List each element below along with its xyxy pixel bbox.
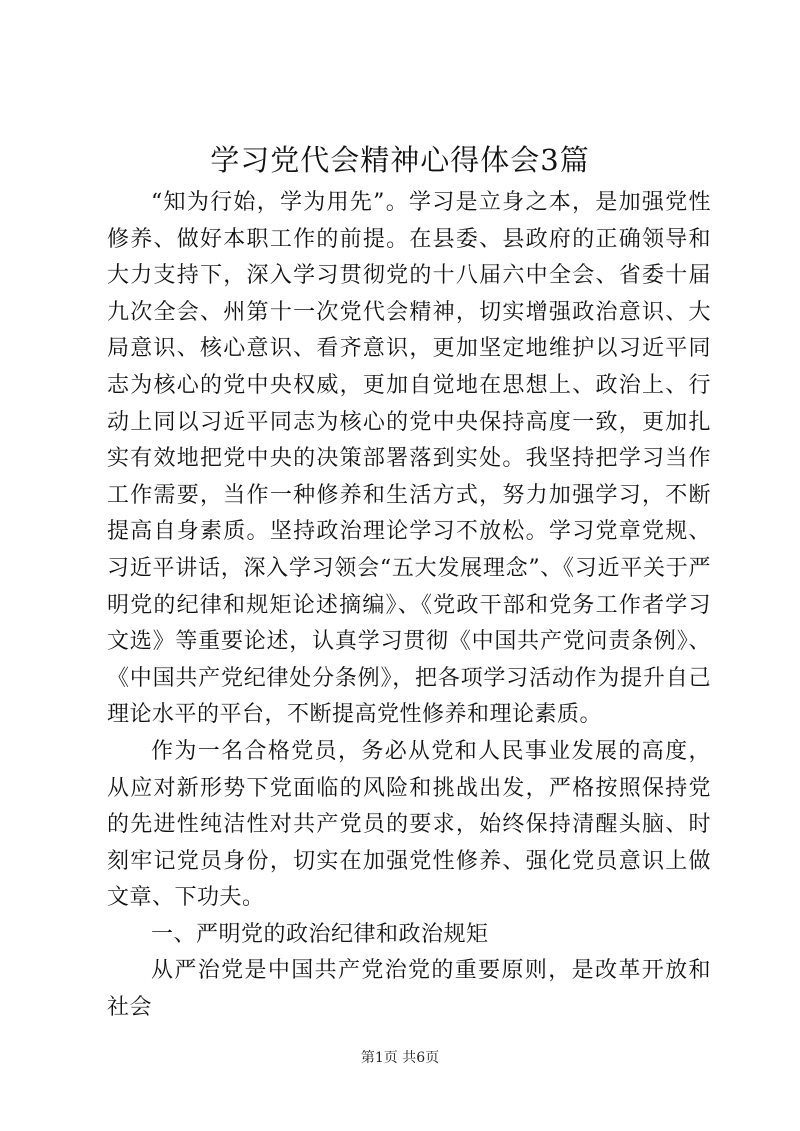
paragraph-1: “知为行始，学为用先”。学习是立身之本，是加强党性修养、做好本职工作的前提。在县委、县政府的正确领导和大力支持下，深入学习贯彻党的十八届六中全会、省委十届九次全会、州第十一次党代会精神，切实增强政治意识、大局意识、核心意识、看齐意识，更加坚定地维护以习近平同志为核心的党中央权威，更加自觉地在思想上、政治上、行动上同以习近平同志为核心的党中央保持高度一致，更加扎实有效地把党中央的决策部署落到实处。我坚持把学习当作工作需要，当作一种修养和生活方式，努力加强学习，不断提高自身素质。坚持政治理论学习不放松。学习党章党规、习近平讲话，深入学习领会“五大发展理念”、《习近平关于严明党的纪律和规矩论述摘编》、《党政干部和党务工作者学习文选》等重要论述，认真学习贯彻《中国共产党问责条例》、《中国共产党纪律处分条例》，把各项学习活动作为提升自己理论水平的平台，不断提高党性修养和理论素质。: [107, 190, 711, 728]
paragraph-2: 作为一名合格党员，务必从党和人民事业发展的高度，从应对新形势下党面临的风险和挑战出发，严格按照保持党的先进性纯洁性对共产党员的要求，始终保持清醒头脑、时刻牢记党员身份，切实在加强党性修养、强化党员意识上做文章、下功夫。: [107, 738, 711, 911]
section-heading-1: 一、严明党的政治纪律和政治规矩: [151, 921, 489, 947]
paragraph-3: 从严治党是中国共产党治党的重要原则，是改革开放和社会: [107, 958, 711, 1021]
page-footer: 第1页 共6页: [360, 1050, 440, 1066]
document-body: [107, 185, 711, 1027]
document-title: 学习党代会精神心得体会3篇: [210, 143, 590, 177]
